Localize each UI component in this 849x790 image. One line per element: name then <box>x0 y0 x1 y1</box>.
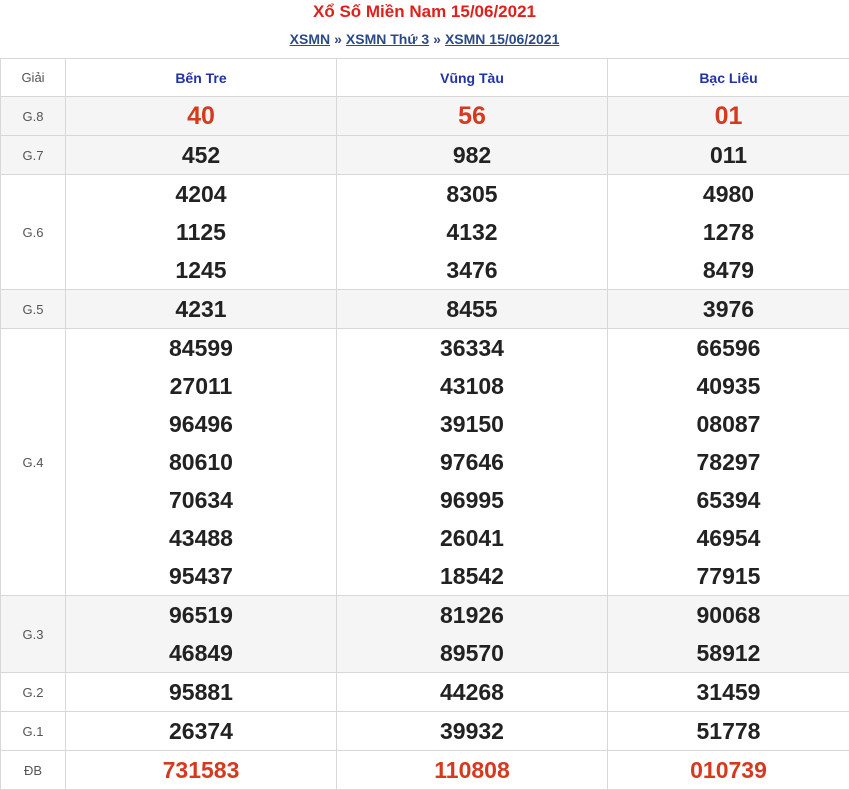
prize-label: G.1 <box>1 712 66 751</box>
result-number: 43108 <box>337 367 607 405</box>
prize-row <box>1 136 849 175</box>
prize-label: G.2 <box>1 673 66 712</box>
result-cell <box>337 329 608 596</box>
result-number: 70634 <box>66 481 336 519</box>
result-cell <box>66 712 337 751</box>
result-number: 110808 <box>337 751 607 789</box>
result-cell <box>337 136 608 175</box>
prize-label: G.4 <box>1 329 66 596</box>
breadcrumb-separator: » <box>433 31 441 47</box>
result-cell <box>66 175 337 290</box>
prize-row <box>1 596 849 673</box>
result-number: 982 <box>337 136 607 174</box>
result-number: 56 <box>337 97 607 135</box>
result-number: 4204 <box>66 175 336 213</box>
result-cell <box>608 673 849 712</box>
result-cell <box>337 673 608 712</box>
result-number: 40935 <box>608 367 849 405</box>
result-number: 731583 <box>66 751 336 789</box>
result-number: 18542 <box>337 557 607 595</box>
breadcrumb-link-xsmn[interactable]: XSMN <box>290 31 330 47</box>
result-cell <box>608 712 849 751</box>
result-number: 90068 <box>608 596 849 634</box>
result-number: 66596 <box>608 329 849 367</box>
result-number: 01 <box>608 97 849 135</box>
result-cell <box>66 673 337 712</box>
result-number: 1278 <box>608 213 849 251</box>
result-number: 81926 <box>337 596 607 634</box>
result-cell <box>337 175 608 290</box>
result-number: 27011 <box>66 367 336 405</box>
province-header-ben-tre: Bến Tre <box>66 59 337 97</box>
result-cell <box>66 290 337 329</box>
result-number: 36334 <box>337 329 607 367</box>
result-number: 4980 <box>608 175 849 213</box>
result-cell <box>608 329 849 596</box>
result-number: 46849 <box>66 634 336 672</box>
prize-row <box>1 97 849 136</box>
prize-label: G.3 <box>1 596 66 673</box>
result-number: 97646 <box>337 443 607 481</box>
prize-label: ĐB <box>1 751 66 790</box>
result-number: 4231 <box>66 290 336 328</box>
result-cell <box>66 596 337 673</box>
result-number: 3976 <box>608 290 849 328</box>
result-number: 96496 <box>66 405 336 443</box>
result-number: 26041 <box>337 519 607 557</box>
prize-label: G.7 <box>1 136 66 175</box>
result-number: 96995 <box>337 481 607 519</box>
result-cell <box>337 97 608 136</box>
result-number: 46954 <box>608 519 849 557</box>
result-number: 8305 <box>337 175 607 213</box>
result-number: 1245 <box>66 251 336 289</box>
prize-row <box>1 329 849 596</box>
result-number: 95881 <box>66 673 336 711</box>
prize-row <box>1 712 849 751</box>
breadcrumb-link-xsmn-thu3[interactable]: XSMN Thứ 3 <box>346 31 429 47</box>
prize-column-header: Giải <box>1 59 66 97</box>
result-number: 44268 <box>337 673 607 711</box>
result-cell <box>337 712 608 751</box>
result-number: 8455 <box>337 290 607 328</box>
result-number: 89570 <box>337 634 607 672</box>
breadcrumb-separator: » <box>334 31 342 47</box>
result-cell <box>337 290 608 329</box>
result-number: 4132 <box>337 213 607 251</box>
result-cell <box>608 97 849 136</box>
prize-row <box>1 175 849 290</box>
results-table <box>0 58 849 790</box>
result-cell <box>608 175 849 290</box>
result-cell <box>66 329 337 596</box>
result-number: 77915 <box>608 557 849 595</box>
result-number: 78297 <box>608 443 849 481</box>
result-cell <box>608 290 849 329</box>
result-number: 84599 <box>66 329 336 367</box>
result-number: 51778 <box>608 712 849 750</box>
result-number: 3476 <box>337 251 607 289</box>
page-title: Xổ Số Miền Nam 15/06/2021 <box>0 0 849 24</box>
prize-label: G.8 <box>1 97 66 136</box>
result-number: 58912 <box>608 634 849 672</box>
result-number: 39150 <box>337 405 607 443</box>
result-number: 96519 <box>66 596 336 634</box>
result-number: 452 <box>66 136 336 174</box>
result-number: 95437 <box>66 557 336 595</box>
province-header-vung-tau: Vũng Tàu <box>337 59 608 97</box>
result-number: 010739 <box>608 751 849 789</box>
result-cell <box>608 136 849 175</box>
result-cell <box>337 596 608 673</box>
result-cell <box>608 596 849 673</box>
prize-label: G.6 <box>1 175 66 290</box>
results-body <box>1 97 849 790</box>
breadcrumb-link-xsmn-date[interactable]: XSMN 15/06/2021 <box>445 31 559 47</box>
result-number: 43488 <box>66 519 336 557</box>
result-number: 011 <box>608 136 849 174</box>
result-cell <box>66 97 337 136</box>
breadcrumb <box>0 24 849 54</box>
result-number: 1125 <box>66 213 336 251</box>
result-number: 26374 <box>66 712 336 750</box>
result-number: 08087 <box>608 405 849 443</box>
result-number: 31459 <box>608 673 849 711</box>
result-cell <box>66 136 337 175</box>
prize-row <box>1 290 849 329</box>
prize-row <box>1 673 849 712</box>
result-number: 40 <box>66 97 336 135</box>
result-number: 65394 <box>608 481 849 519</box>
result-number: 39932 <box>337 712 607 750</box>
province-header-bac-lieu: Bạc Liêu <box>608 59 849 97</box>
result-number: 8479 <box>608 251 849 289</box>
prize-label: G.5 <box>1 290 66 329</box>
result-number: 80610 <box>66 443 336 481</box>
